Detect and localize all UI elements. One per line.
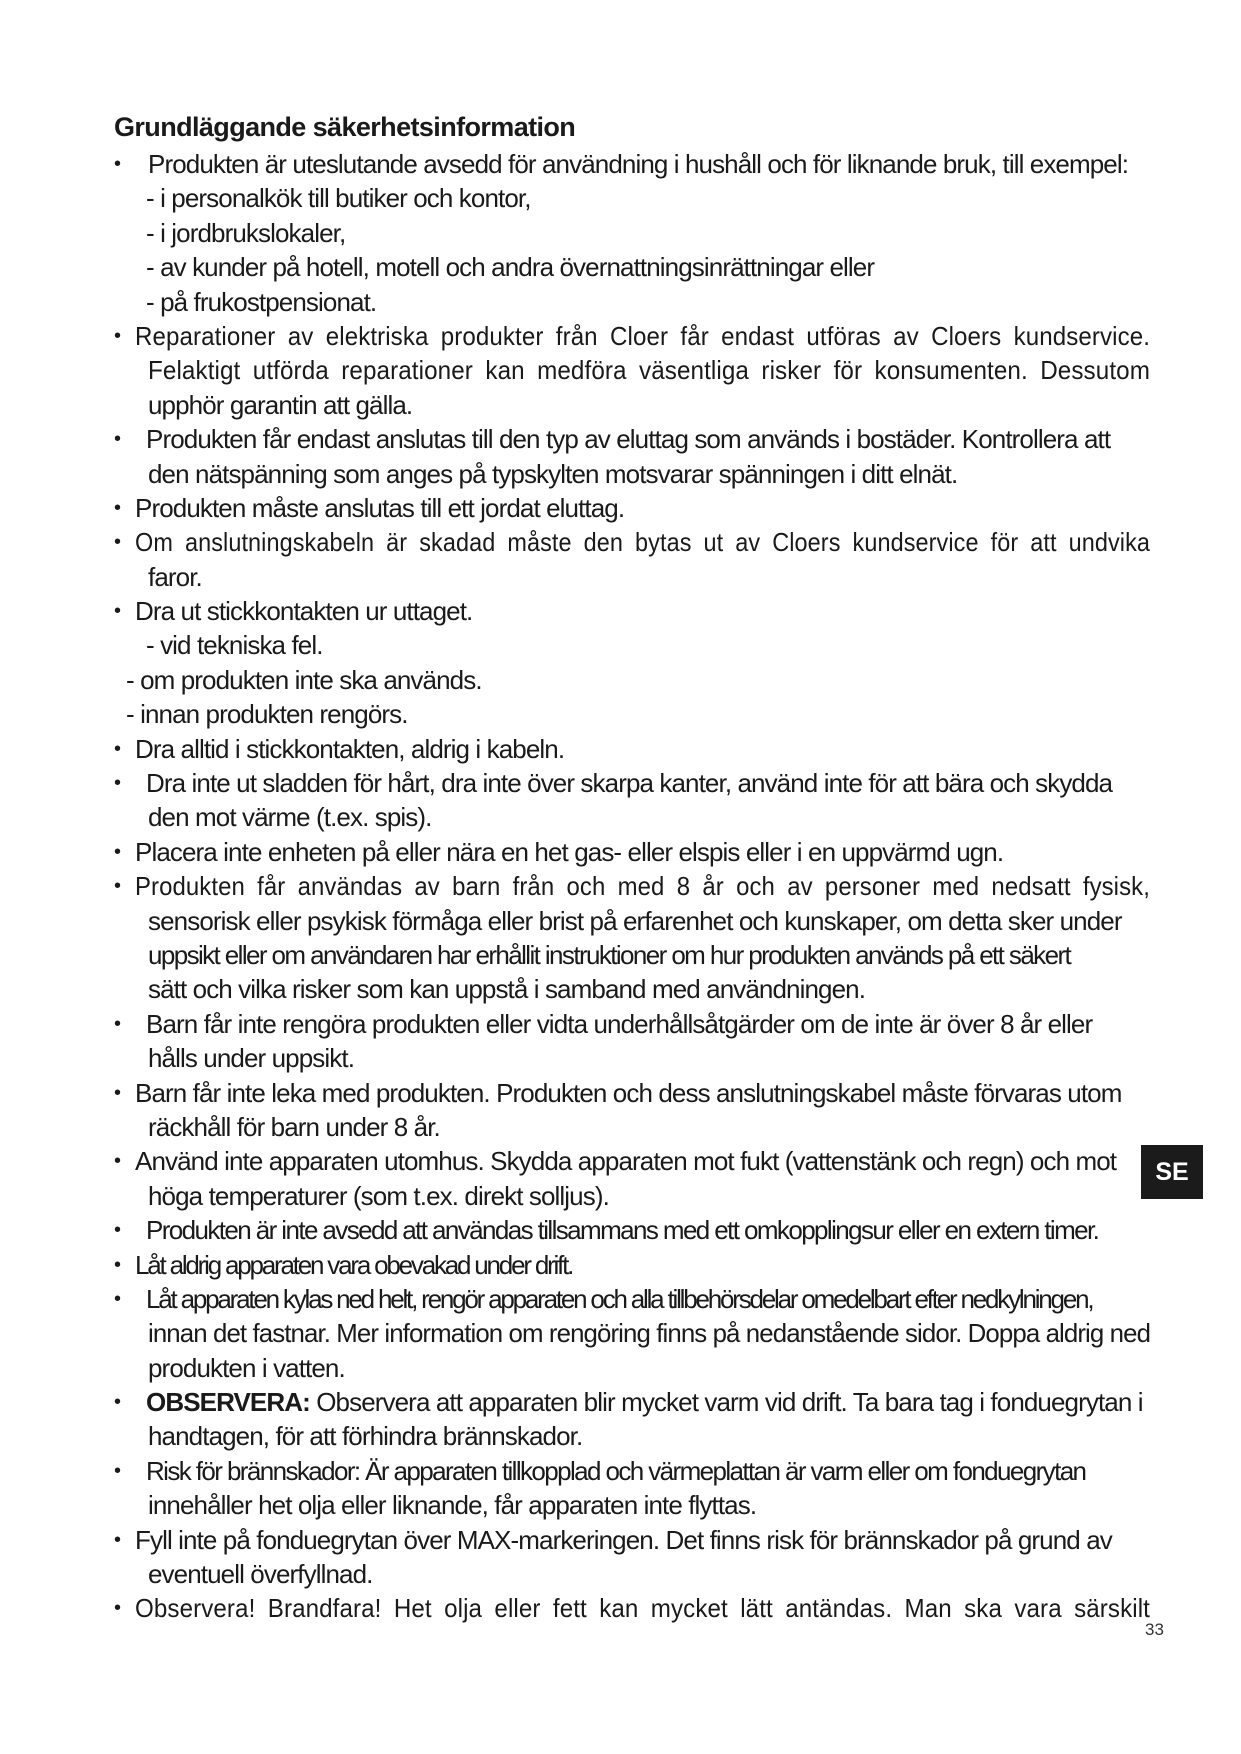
list-item-continuation <box>114 457 1154 491</box>
list-item-text: Dra inte ut sladden för hårt, dra inte över skarpa kanter, använd inte för att bära och skydda <box>146 768 1113 799</box>
list-item-text: Observera! Brandfara! Het olja eller fett kan mycket lätt antändas. Man ska vara särskilt <box>135 1593 1150 1624</box>
list-item-continuation <box>114 1557 1154 1591</box>
list-item-continuation <box>114 1419 1154 1453</box>
list-item-text: höga temperaturer (som t.ex. direkt solljus). <box>148 1180 609 1211</box>
list-item <box>114 319 1154 353</box>
list-item-continuation <box>114 1351 1154 1385</box>
sub-item <box>114 663 1154 697</box>
list-item-text: Produkten får endast anslutas till den typ av eluttag som används i bostäder. Kontrollera att <box>146 424 1111 455</box>
list-item-continuation <box>114 1041 1154 1075</box>
bullet-icon: • <box>114 153 121 175</box>
language-tab: SE <box>1141 1145 1203 1199</box>
list-item-text: Barn får inte leka med produkten. Produkten och dess anslutningskabel måste förvaras utom <box>135 1077 1122 1108</box>
list-item <box>114 1454 1154 1488</box>
list-item <box>114 422 1154 456</box>
bullet-icon: • <box>114 1012 121 1035</box>
observera-label: OBSERVERA: <box>146 1387 310 1418</box>
list-item-text: Låt aldrig apparaten vara obevakad under drift. <box>135 1249 573 1280</box>
bullet-icon: • <box>114 1150 121 1173</box>
sub-item-text: - av kunder på hotell, motell och andra övernattningsinrättningar eller <box>146 252 875 283</box>
list-item-text: eventuell överfyllnad. <box>148 1559 373 1590</box>
bullet-icon: • <box>114 840 121 863</box>
list-item-text: Placera inte enheten på eller nära en het gas- eller elspis eller i en uppvärmd ugn. <box>135 836 1004 867</box>
list-item-text: Produkten är uteslutande avsedd för användning i hushåll och för liknande bruk, till exempel: <box>148 149 1129 179</box>
bullet-icon: • <box>114 1528 121 1551</box>
list-item-text: Produkten måste anslutas till ett jordat eluttag. <box>135 492 625 523</box>
list-item-text: Fyll inte på fonduegrytan över MAX-markeringen. Det finns risk för brännskador på grund av <box>135 1524 1112 1555</box>
list-item-text: Om anslutningskabeln är skadad måste den bytas ut av Cloers kundservice för att undvika <box>135 527 1151 558</box>
sub-item-text: - innan produkten rengörs. <box>126 699 408 730</box>
list-item <box>114 1007 1154 1041</box>
section-heading: Grundläggande säkerhetsinformation <box>114 112 576 142</box>
sub-item-text: - i personalkök till butiker och kontor, <box>146 183 531 214</box>
bullet-icon: • <box>114 875 121 898</box>
safety-list <box>114 147 1154 1626</box>
list-item-text: Produkten är inte avsedd att användas tillsammans med ett omkopplingsur eller en extern timer. <box>146 1215 1099 1246</box>
bullet-icon: • <box>114 737 121 760</box>
bullet-icon: • <box>114 1253 121 1276</box>
list-item-text: Risk för brännskador: Är apparaten tillkopplad och värmeplattan är varm eller om fonduegrytan <box>146 1455 1086 1486</box>
list-item-text: uppsikt eller om användaren har erhållit instruktioner om hur produkten används på ett säkert <box>148 939 1071 970</box>
sub-item-text: - på frukostpensionat. <box>146 286 377 317</box>
bullet-icon: • <box>114 1081 121 1104</box>
list-item-continuation <box>114 353 1154 387</box>
list-item-text: faror. <box>148 561 202 592</box>
list-item-continuation <box>114 388 1154 422</box>
bullet-icon: • <box>114 428 121 451</box>
list-item <box>114 594 1154 628</box>
list-item <box>114 1144 1154 1178</box>
list-item <box>114 147 1154 181</box>
bullet-icon: • <box>114 1219 121 1242</box>
list-item-text: Barn får inte rengöra produkten eller vidta underhållsåtgärder om de inte är över 8 år eller <box>146 1008 1093 1039</box>
list-item-text: den mot värme (t.ex. spis). <box>148 802 432 833</box>
list-item-text: sensorisk eller psykisk förmåga eller brist på erfarenhet och kunskaper, om detta sker under <box>148 905 1122 936</box>
list-item-text: produkten i vatten. <box>148 1352 345 1383</box>
bullet-icon: • <box>114 1459 121 1482</box>
sub-item <box>114 250 1154 284</box>
list-item-continuation <box>114 1316 1154 1350</box>
list-item <box>114 1523 1154 1557</box>
list-item <box>114 525 1154 559</box>
list-item-text: sätt och vilka risker som kan uppstå i samband med användningen. <box>148 974 866 1005</box>
observera-note <box>146 1385 1143 1419</box>
bullet-icon: • <box>114 1391 121 1414</box>
bullet-icon: • <box>114 1287 121 1310</box>
list-item-text: Observera att apparaten blir mycket varm vid drift. Ta bara tag i fonduegrytan i <box>316 1387 1143 1418</box>
list-item-continuation <box>114 560 1154 594</box>
list-item <box>114 1385 1154 1419</box>
list-item <box>114 1591 1154 1625</box>
page-number: 33 <box>1145 1620 1164 1639</box>
list-item-text: hålls under uppsikt. <box>148 1043 355 1074</box>
list-item <box>114 835 1154 869</box>
list-item <box>114 732 1154 766</box>
bullet-icon: • <box>114 324 121 347</box>
list-item-continuation <box>114 972 1154 1006</box>
list-item-text: Dra alltid i stickkontakten, aldrig i kabeln. <box>135 733 565 764</box>
list-item <box>114 1248 1154 1282</box>
list-item-continuation <box>114 1488 1154 1522</box>
sub-item <box>114 285 1154 319</box>
list-item-text: Felaktigt utförda reparationer kan medföra väsentliga risker för konsumenten. Dessutom <box>148 355 1150 386</box>
list-item-text: innan det fastnar. Mer information om rengöring finns på nedanstående sidor. Doppa aldrig ned <box>148 1318 1151 1349</box>
bullet-icon: • <box>114 772 121 795</box>
list-item <box>114 766 1154 800</box>
list-item-text: upphör garantin att gälla. <box>148 389 413 420</box>
list-item-text: Reparationer av elektriska produkter från Cloer får endast utföras av Cloers kundservice. <box>135 320 1151 351</box>
list-item <box>114 1282 1154 1316</box>
sub-item-text: - vid tekniska fel. <box>146 630 323 661</box>
sub-item-text: - om produkten inte ska används. <box>126 664 482 695</box>
list-item-continuation <box>114 904 1154 938</box>
bullet-icon: • <box>114 496 121 519</box>
list-item-text: den nätspänning som anges på typskylten motsvarar spänningen i ditt elnät. <box>148 458 958 489</box>
sub-item <box>114 628 1154 662</box>
list-item-text: Produkten får användas av barn från och med 8 år och av personer med nedsatt fysisk, <box>135 871 1150 902</box>
list-item <box>114 869 1154 903</box>
sub-item <box>114 181 1154 215</box>
list-item-text: räckhåll för barn under 8 år. <box>148 1111 440 1142</box>
list-item <box>114 1076 1154 1110</box>
list-item-text: Använd inte apparaten utomhus. Skydda apparaten mot fukt (vattenstänk och regn) och mot <box>135 1146 1117 1177</box>
list-item-text: Låt apparaten kylas ned helt, rengör apparaten och alla tillbehörsdelar omedelbart efter nedkylningen, <box>146 1283 1093 1314</box>
list-item-text: handtagen, för att förhindra brännskador. <box>148 1421 583 1452</box>
list-item <box>114 491 1154 525</box>
sub-item <box>114 697 1154 731</box>
list-item-text: innehåller het olja eller liknande, får apparaten inte flyttas. <box>148 1490 757 1521</box>
list-item <box>114 1213 1154 1247</box>
list-item-text: Dra ut stickkontakten ur uttaget. <box>135 596 473 627</box>
list-item-continuation <box>114 800 1154 834</box>
sub-item-text: - i jordbrukslokaler, <box>146 217 346 248</box>
list-item-continuation <box>114 1179 1154 1213</box>
list-item-continuation <box>114 1110 1154 1144</box>
bullet-icon: • <box>114 1597 121 1620</box>
bullet-icon: • <box>114 600 121 623</box>
list-item-continuation <box>114 938 1154 972</box>
sub-item <box>114 216 1154 250</box>
bullet-icon: • <box>114 531 121 554</box>
